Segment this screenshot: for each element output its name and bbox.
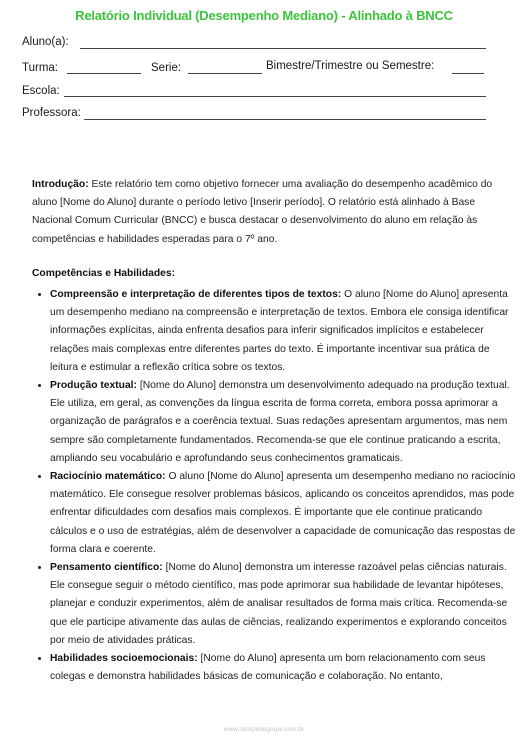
skill-text: [Nome do Aluno] apresenta um bom relacionamento com seus colegas e demonstra habilidades básicas de comunicação e colaboração. No entanto, [50,653,486,683]
grade-label: Serie: [151,62,182,74]
skill-title: Compreensão e interpretação de diferentes tipos de textos: [50,289,342,300]
introduction-paragraph [32,176,498,249]
skills-list [32,286,520,686]
skill-title: Habilidades socioemocionais: [50,653,198,665]
skill-text: O aluno [Nome do Aluno] apresenta um desempenho mediano na compreensão e interpretação de textos. Embora ele consiga identificar informações explícitas, ainda enfrenta desafios para inferir significados implícitos e estabelecer relações mais complexas entre diferentes partes do texto. É importante incentivar sua prática de leitura e estimular a reflexão crítica sobre os textos. [50,289,509,373]
teacher-field[interactable] [84,119,486,120]
skill-item-science [50,559,520,650]
skill-item-socioemotional [50,650,520,686]
skill-item-math [50,468,520,559]
skill-text: [Nome do Aluno] demonstra um desenvolvimento adequado na produção textual. Ele utiliza, em geral, as convenções da língua escrita de forma correta, embora possa aprimorar a organização de parágrafos e a coerência textual. Suas redações apresentam argumentos, mas nem sempre são completamente fundamentados. Recomenda-se que ele continue praticando a escrita, ampliando seu vocabulário e aprofundando seus conhecimentos gramaticais. [50,380,510,464]
grade-field[interactable] [188,73,262,74]
skill-item-writing [50,377,520,468]
student-name-label: Aluno(a): [22,36,69,48]
student-name-field[interactable] [80,48,486,49]
skill-item-reading [50,286,520,377]
skill-text: O aluno [Nome do Aluno] apresenta um desempenho mediano no raciocínio matemático. Ele consegue resolver problemas básicos, aplicando os conceitos aprendidos, mas pode enfrentar dificuldades com desafios mais complexos. É importante que ele continue praticando cálculos e o uso de estratégias, além de desenvolver a capacidade de comunicação das respostas de forma clara e coerente. [50,471,516,555]
skills-heading: Competências e Habilidades: [32,268,176,279]
class-field[interactable] [67,73,141,74]
skill-title: Produção textual: [50,380,137,392]
class-label: Turma: [22,62,58,74]
school-field[interactable] [64,96,486,97]
teacher-label: Professora: [22,107,81,119]
skill-title: Raciocínio matemático: [50,471,166,483]
introduction-label: Introdução: [32,179,89,190]
skill-text: [Nome do Aluno] demonstra um interesse razoável pelas ciências naturais. Ele consegue seguir o método científico, mas pode aprimorar sua habilidade de levantar hipóteses, planejar e conduzir experimentos, além de analisar resultados de forma mais crítica. Recomenda-se que ele participe ativamente das aulas de ciências, realizando experimentos e explorando conceitos por meio de atividades práticas. [50,562,508,646]
school-label: Escola: [22,85,60,97]
term-label: Bimestre/Trimestre ou Semestre: [266,60,435,72]
term-field[interactable] [452,73,484,74]
skill-title: Pensamento científico: [50,562,163,574]
introduction-text: Este relatório tem como objetivo fornecer uma avaliação do desempenho acadêmico do aluno [Nome do Aluno] durante o período letivo [Inserir período]. O relatório está alinhado à Base Nacional Comum Curricular (BNCC) e busca destacar o desenvolvimento do aluno em relação às competências e habilidades esperadas para o 7º ano. [32,179,493,245]
footer-url: www.clickpedagogia.com.br [223,726,305,733]
report-title: Relatório Individual (Desempenho Mediano) - Alinhado à BNCC [75,8,453,23]
